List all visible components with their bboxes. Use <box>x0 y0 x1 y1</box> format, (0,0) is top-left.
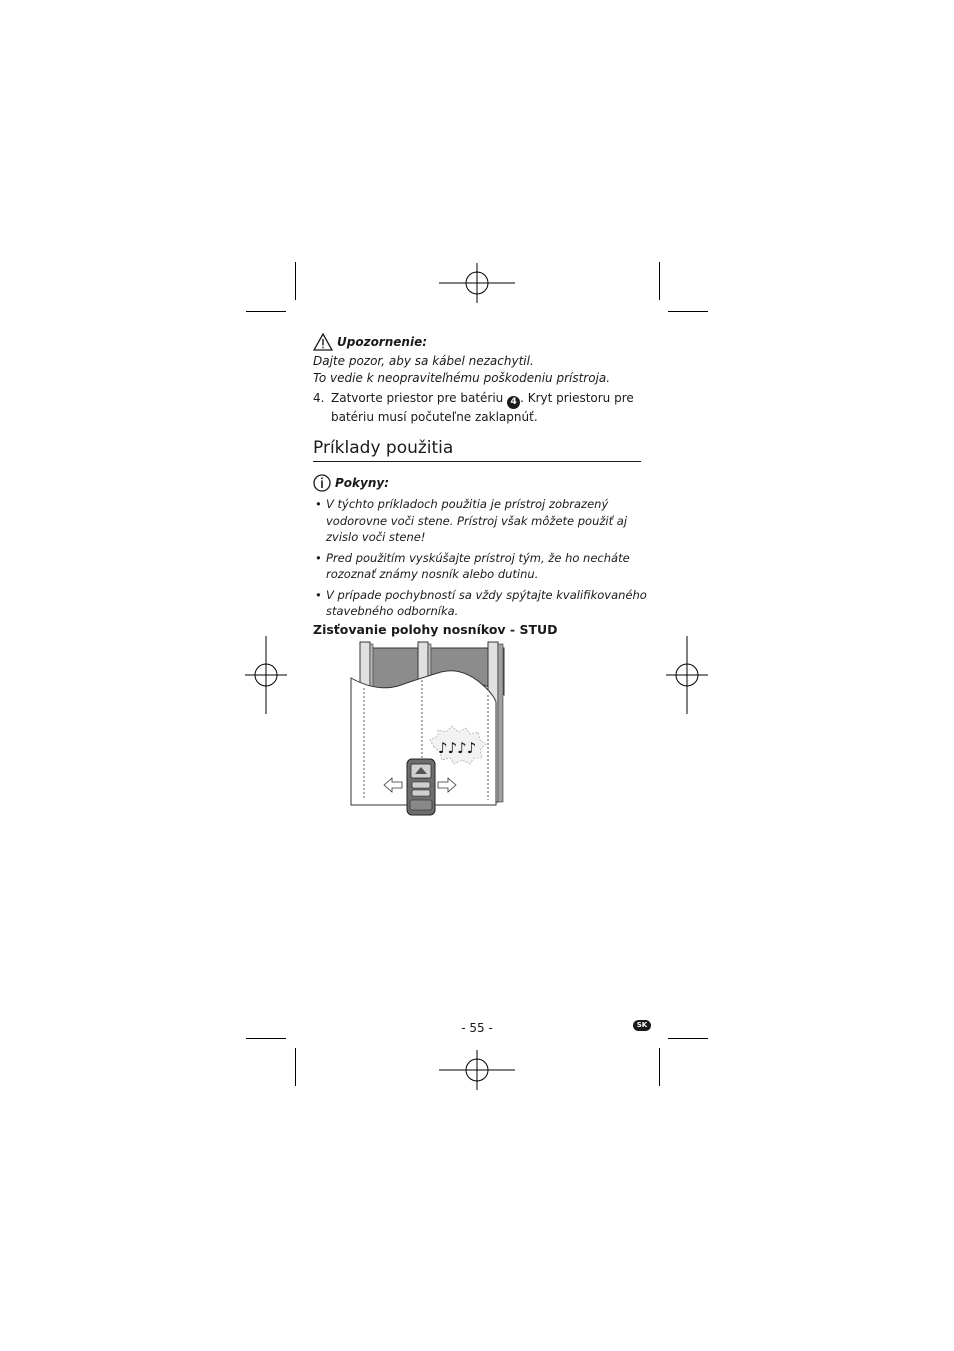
registration-mark-icon <box>437 1050 517 1090</box>
warning-title: Upozornenie: <box>337 335 427 349</box>
list-item: • Pred použitím vyskúšajte prístroj tým, že ho necháte rozoznať známy nosník alebo dutinu. <box>313 550 648 583</box>
registration-mark-icon <box>666 636 708 714</box>
svg-text:♪♪♪♪: ♪♪♪♪ <box>438 739 477 757</box>
page-number: - 55 - <box>461 1021 493 1035</box>
warning-text <box>313 353 643 386</box>
notes-title: Pokyny: <box>335 476 390 490</box>
stud-finder-device-icon <box>407 759 435 815</box>
step-4 <box>313 390 641 426</box>
info-icon <box>313 474 331 492</box>
crop-mark <box>668 1038 708 1039</box>
step-text-before: Zatvorte priestor pre batériu <box>331 391 504 405</box>
section-title: Príklady použitia <box>313 438 641 462</box>
registration-mark-icon <box>245 636 287 714</box>
crop-mark <box>246 1038 286 1039</box>
crop-mark <box>668 311 708 312</box>
crop-mark <box>246 311 286 312</box>
list-item: • V týchto príkladoch použitia je prístroj zobrazený vodorovne voči stene. Prístroj však môžete použiť aj zvislo voči stene! <box>313 496 648 546</box>
subsection-title: Zisťovanie polohy nosníkov - STUD <box>313 622 558 637</box>
list-item: • V prípade pochybností sa vždy spýtajte kvalifikovaného stavebného odborníka. <box>313 587 648 620</box>
notes-heading <box>313 474 389 492</box>
crop-mark <box>295 1048 296 1086</box>
language-badge: SK <box>633 1020 651 1031</box>
crop-mark <box>659 262 660 300</box>
warning-line: To vedie k neopraviteľnému poškodeniu prístroja. <box>313 370 611 385</box>
notes-list <box>313 496 648 624</box>
warning-heading <box>313 333 427 351</box>
registration-mark-icon <box>437 263 517 303</box>
battery-compartment-ref-icon: 4 <box>507 396 520 409</box>
stud-detection-illustration <box>346 640 516 816</box>
warning-triangle-icon <box>313 333 333 351</box>
crop-mark <box>295 262 296 300</box>
step-text-after: . Kryt priestoru pre batériu musí počuteľne zaklapnúť. <box>331 391 634 424</box>
step-text <box>331 390 641 426</box>
warning-line: Dajte pozor, aby sa kábel nezachytil. <box>313 354 534 368</box>
step-number: 4. <box>313 391 325 405</box>
crop-mark <box>659 1048 660 1086</box>
